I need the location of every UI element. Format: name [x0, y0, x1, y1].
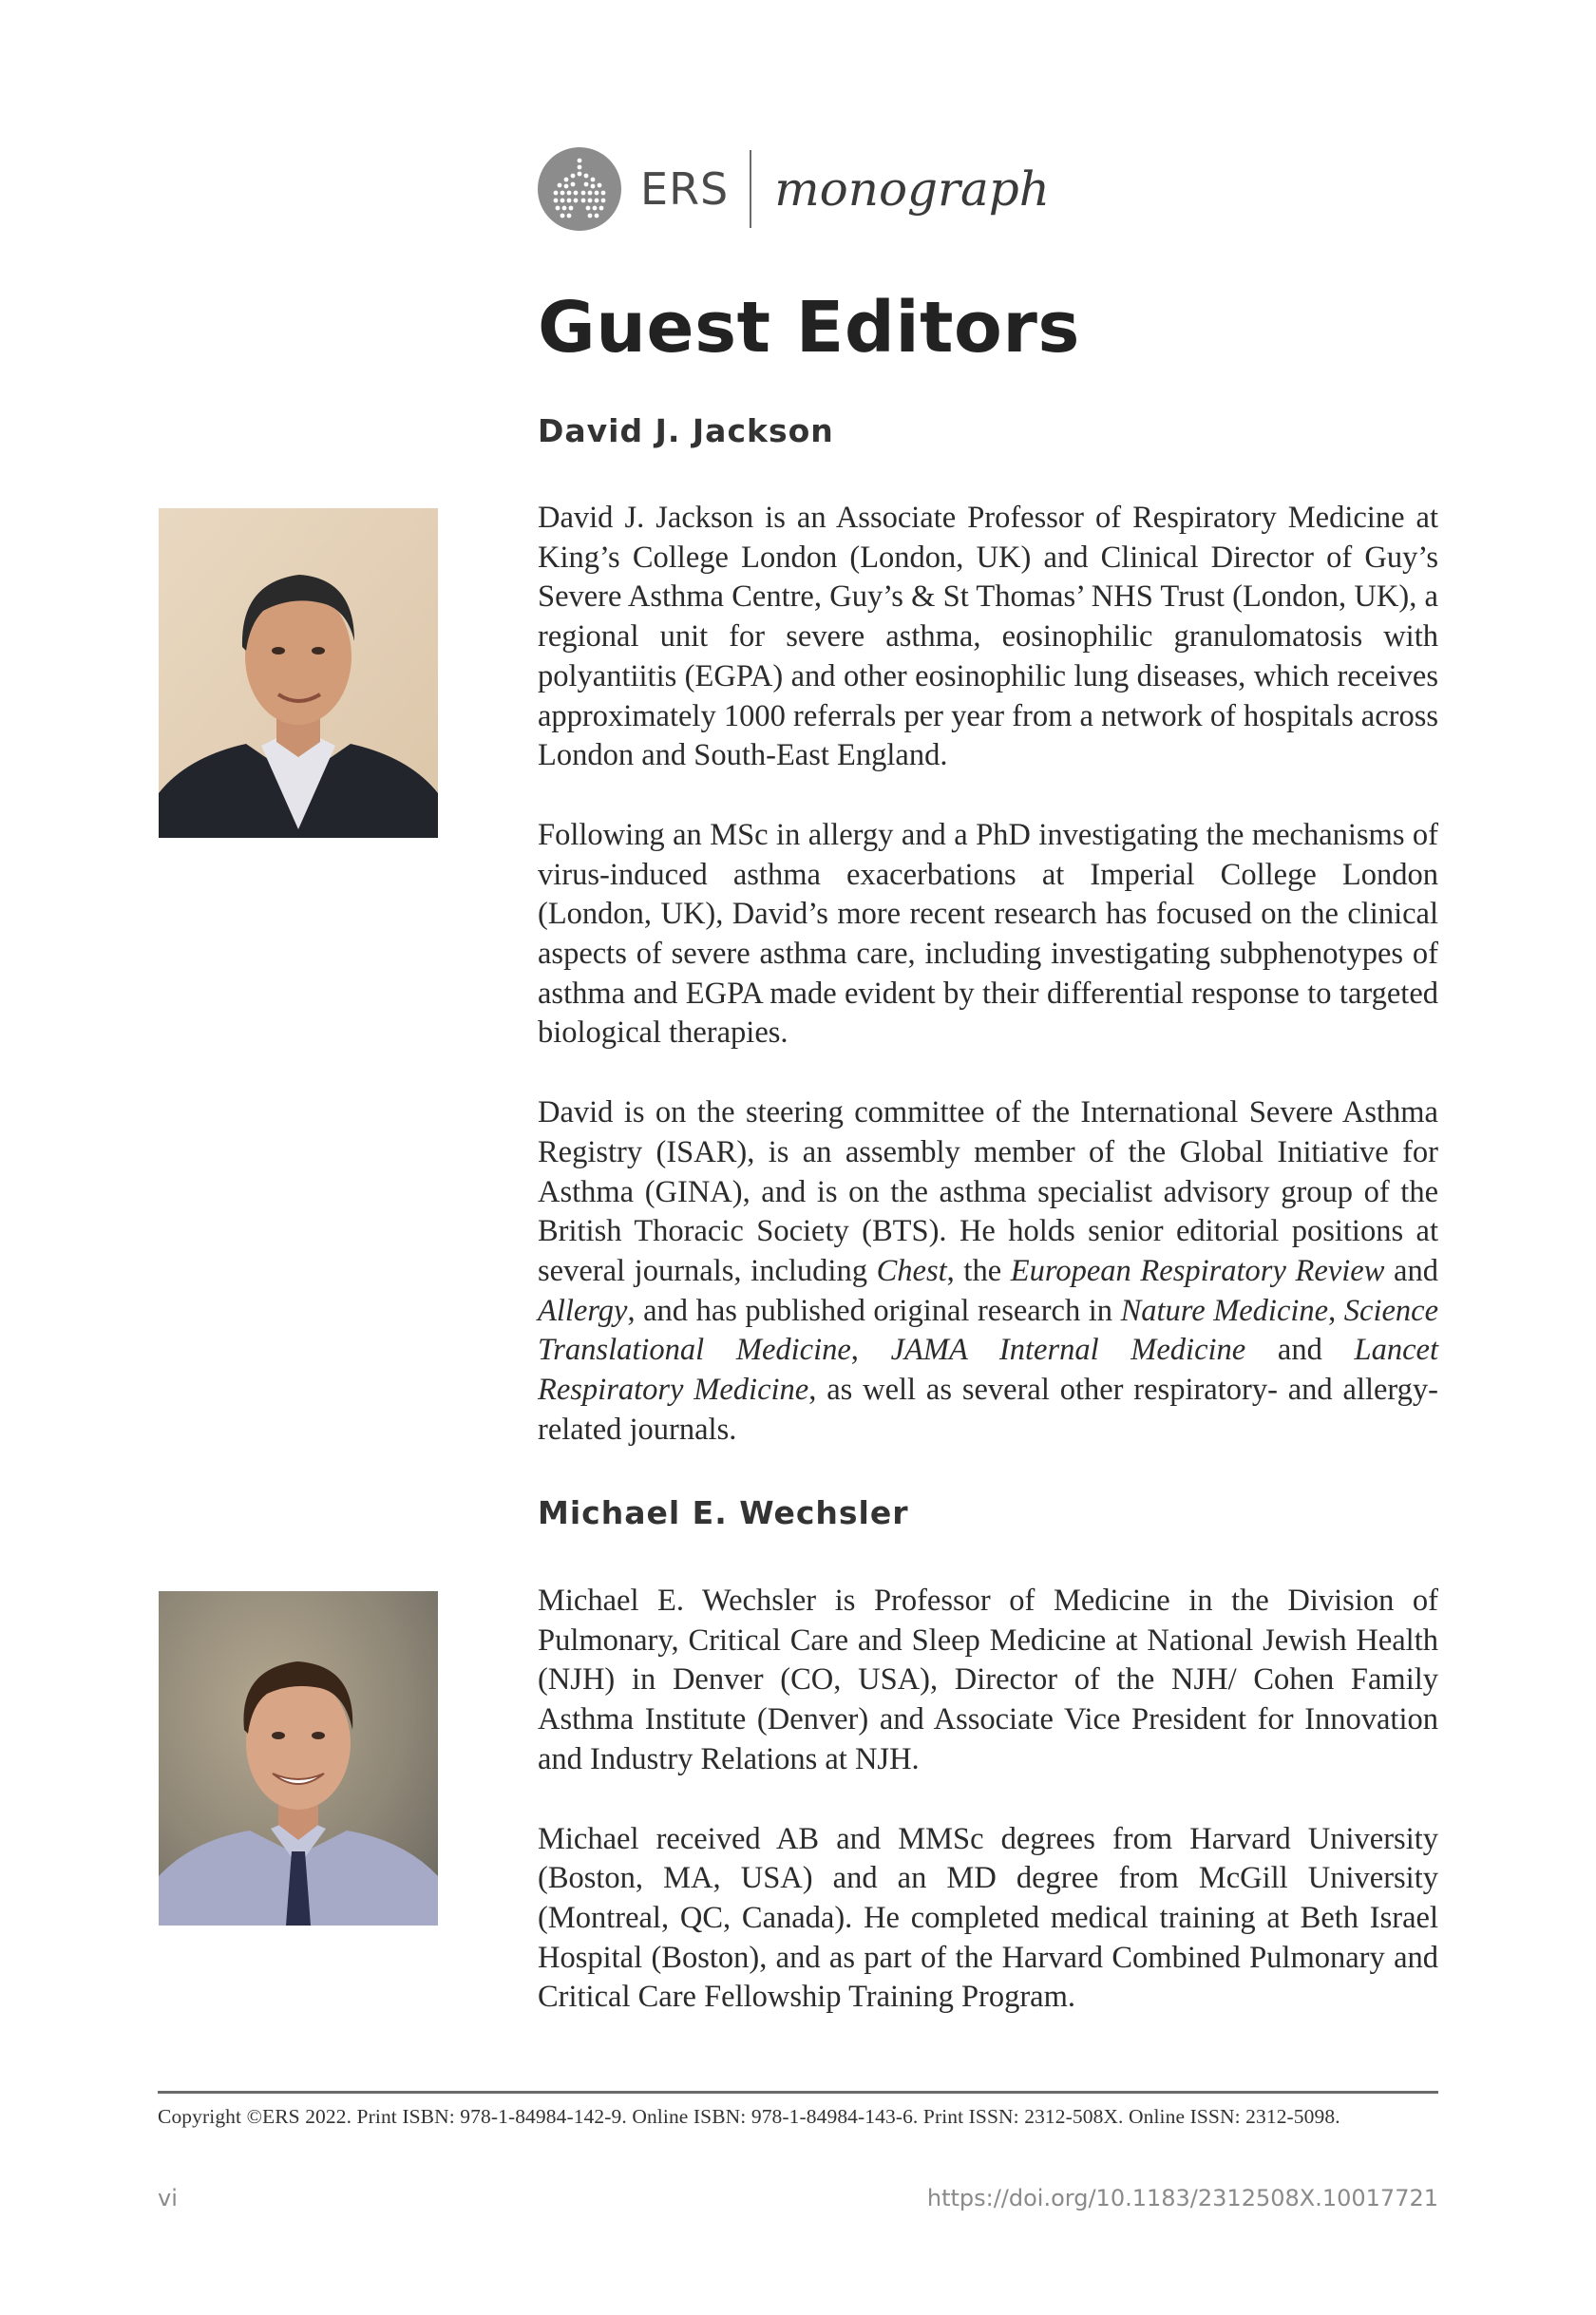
editor-photo-1	[159, 508, 438, 838]
editor-portrait-michael-wechsler	[159, 1591, 438, 1926]
bio-paragraph: Michael E. Wechsler is Professor of Medicine in the Division of Pulmonary, Critical Care and Sleep Medicine at National Jewish Health (NJH) in Denver (CO, USA), Director of the NJH/ Cohen Family Asthma Institute (Denver) and Associate Vice President for Innovation and Industry Relations at NJH.	[538, 1584, 1438, 1776]
logo-divider	[750, 150, 751, 228]
ers-monograph-logo	[538, 146, 1050, 232]
logo-monograph-text: monograph	[774, 161, 1050, 217]
editor-name-2: Michael E. Wechsler	[538, 1494, 909, 1531]
editor-portrait-david-jackson	[159, 508, 438, 838]
page-number: vi	[158, 2185, 178, 2211]
footer-rule	[158, 2091, 1438, 2094]
editor-bio-1	[538, 499, 1438, 1490]
journal-title: Nature Medicine	[1120, 1293, 1329, 1328]
bio-paragraph: David J. Jackson is an Associate Professor of Respiratory Medicine at King’s College London (London, UK) and Clinical Director of Guy’s Severe Asthma Centre, Guy’s & St Thomas’ NHS Trust (London, UK), a regional unit for severe asthma, eosinophilic granulomatosis with polyantiitis (EGPA) and other eosinophilic lung diseases, which receives approximately 1000 referrals per year from a network of hospitals across London and South-East England.	[538, 501, 1438, 773]
journal-title: Allergy	[538, 1293, 628, 1328]
journal-title: European Respiratory Review	[1010, 1253, 1385, 1288]
editor-photo-2	[159, 1591, 438, 1926]
editor-name-1: David J. Jackson	[538, 412, 834, 449]
editor-bio-2	[538, 1582, 1438, 2058]
journal-title: Lancet Respiratory Medicine	[538, 1333, 1438, 1408]
bio-paragraph: Michael received AB and MMSc degrees from Harvard University (Boston, MA, USA) and an MD degree from McGill University (Montreal, QC, Canada). He completed medical training at Beth Israel Hospital (Boston), and as part of the Harvard Combined Pulmonary and Critical Care Fellowship Training Program.	[538, 1821, 1438, 2015]
journal-title: Chest	[876, 1253, 947, 1288]
page-title: Guest Editors	[538, 287, 1080, 369]
doi-link[interactable]: https://doi.org/10.1183/2312508X.10017721	[926, 2185, 1438, 2211]
bio-paragraph: David is on the steering committee of the International Severe Asthma Registry (ISAR), is an assembly member of the Global Initiative for Asthma (GINA), and is on the asthma specialist advisory group of the British Thoracic Society (BTS). He holds senior editorial positions at several journals, including Chest, the European Respiratory Review and Allergy, and has published original research in Nature Medicine, Science Translational Medicine, JAMA Internal Medicine and Lancet Respiratory Medicine, as well as several other respiratory- and allergy-related journals.	[538, 1095, 1439, 1447]
logo-ers-text: ERS	[640, 163, 730, 215]
ers-lungs-logo-icon	[538, 147, 621, 231]
journal-title: Science Translational Medicine	[538, 1293, 1439, 1368]
journal-title: JAMA Internal Medicine	[890, 1333, 1246, 1368]
copyright-notice: Copyright ©ERS 2022. Print ISBN: 978-1-84984-142-9. Online ISBN: 978-1-84984-143-6. Print ISSN: 2312-508X. Online ISSN: 2312-5098.	[158, 2105, 1340, 2128]
bio-paragraph: Following an MSc in allergy and a PhD investigating the mechanisms of virus-induced asthma exacerbations at Imperial College London (London, UK), David’s more recent research has focused on the clinical aspects of severe asthma care, including investigating subphenotypes of asthma and EGPA made evident by their differential response to targeted biological therapies.	[538, 817, 1438, 1051]
